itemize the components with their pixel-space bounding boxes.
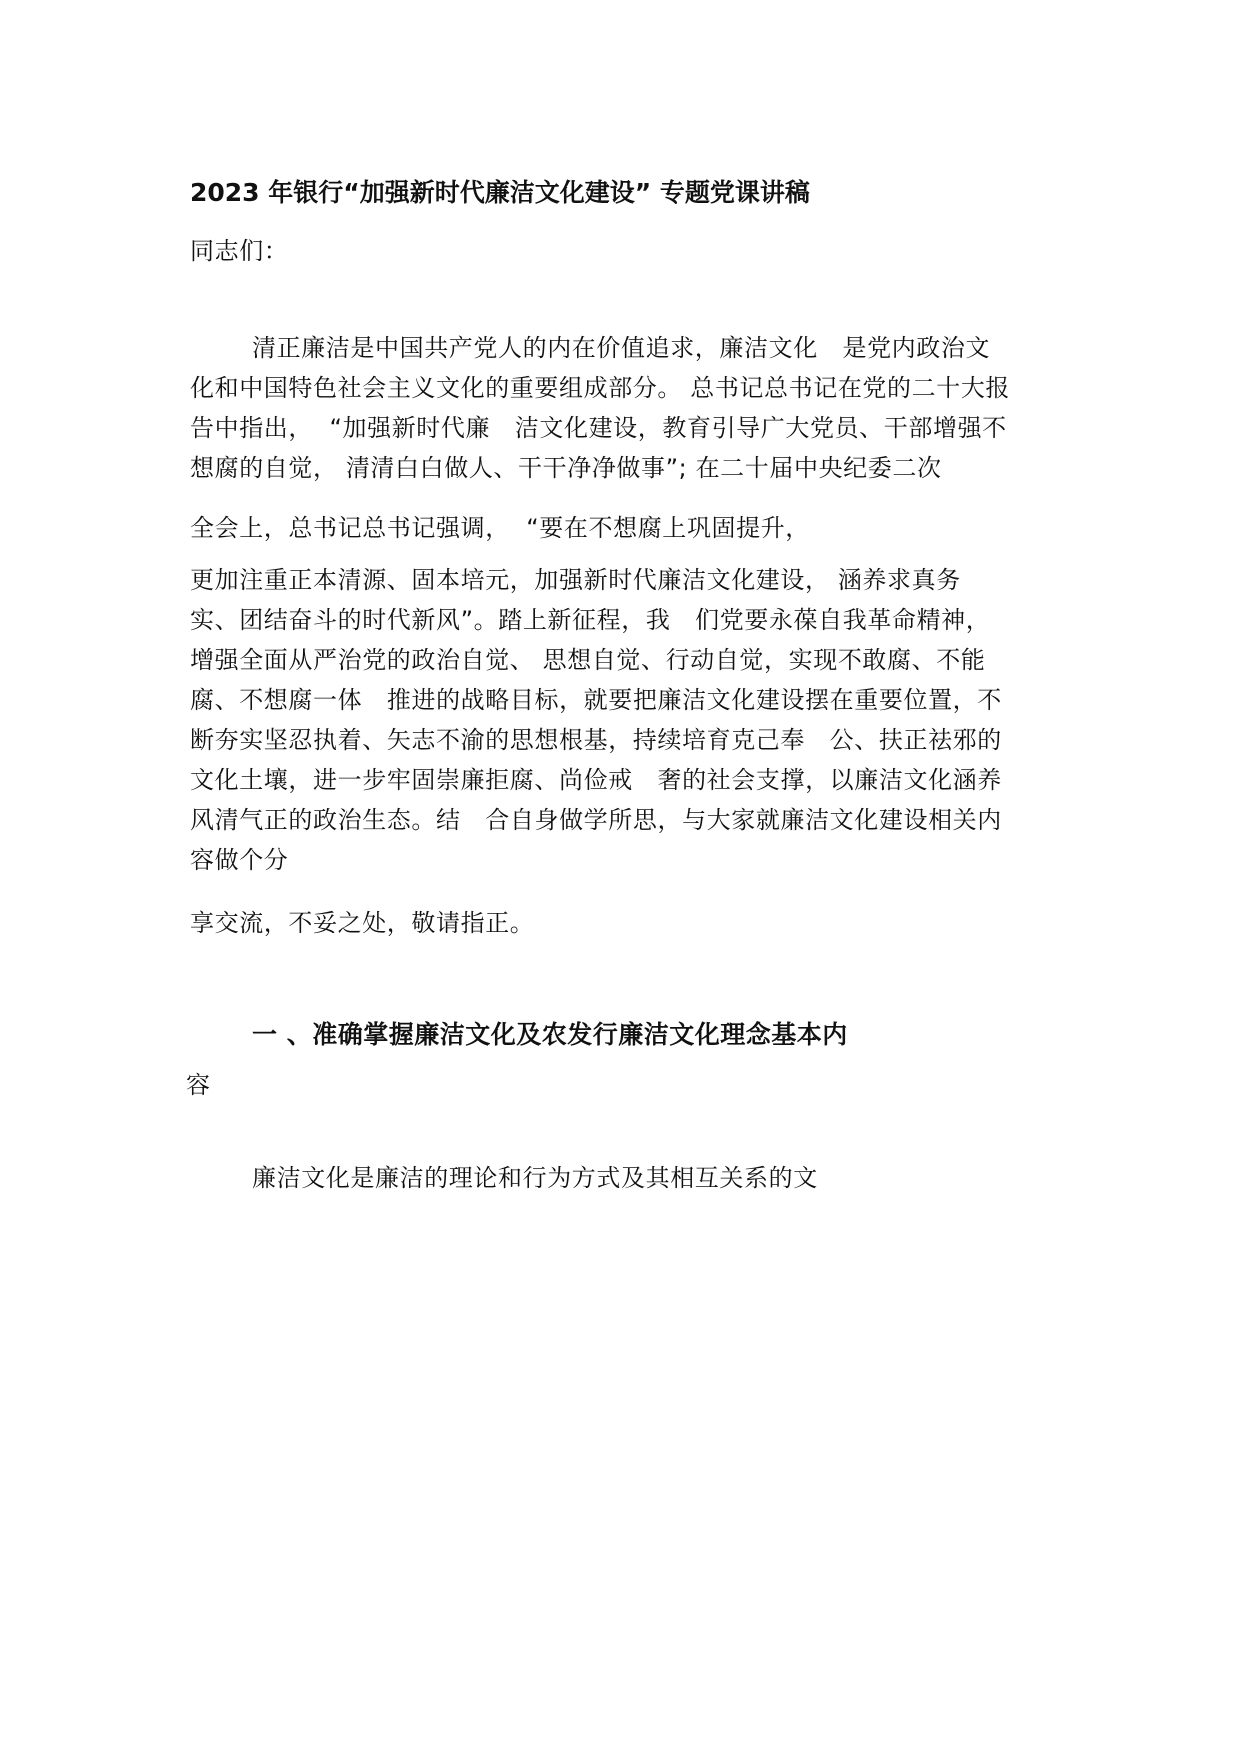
paragraph-line: 容做个分 xyxy=(190,846,289,874)
section-heading: 一 、准确掌握廉洁文化及农发行廉洁文化理念基本内 xyxy=(252,1020,848,1049)
paragraph-line: 想腐的自觉， 清清白白做人、干干净净做事”; 在二十届中央纪委二次 xyxy=(190,454,942,482)
paragraph-line: 全会上，总书记总书记强调， “要在不想腐上巩固提升， xyxy=(190,514,810,542)
paragraph-line: 腐、不想腐一体 推进的战略目标，就要把廉洁文化建设摆在重要位置，不 xyxy=(190,686,1002,714)
paragraph-line: 实、团结奋斗的时代新风”。踏上新征程，我 们党要永葆自我革命精神， xyxy=(190,606,991,634)
paragraph-line: 增强全面从严治党的政治自觉、 思想自觉、行动自觉，实现不敢腐、不能 xyxy=(190,646,986,674)
document-title: 2023 年银行“加强新时代廉洁文化建设” 专题党课讲稿 xyxy=(190,178,810,207)
paragraph-line: 更加注重正本清源、固本培元，加强新时代廉洁文化建设， 涵养求真务 xyxy=(190,566,961,594)
section-heading-continuation: 容 xyxy=(186,1071,211,1099)
paragraph-line: 告中指出， “加强新时代廉 洁文化建设，教育引导广大党员、干部增强不 xyxy=(190,414,1007,442)
paragraph-line: 享交流，不妥之处，敬请指正。 xyxy=(190,909,535,937)
paragraph-line: 风清气正的政治生态。结 合自身做学所思，与大家就廉洁文化建设相关内 xyxy=(190,806,1002,834)
salutation: 同志们： xyxy=(190,237,289,265)
paragraph-line: 清正廉洁是中国共产党人的内在价值追求，廉洁文化 是党内政治文 xyxy=(252,334,991,362)
paragraph-line: 断夯实坚忍执着、矢志不渝的思想根基，持续培育克己奉 公、扶正祛邪的 xyxy=(190,726,1002,754)
paragraph-line: 文化土壤，进一步牢固崇廉拒腐、尚俭戒 奢的社会支撑，以廉洁文化涵养 xyxy=(190,766,1002,794)
paragraph-line: 廉洁文化是廉洁的理论和行为方式及其相互关系的文 xyxy=(252,1164,818,1192)
paragraph-line: 化和中国特色社会主义文化的重要组成部分。 总书记总书记在党的二十大报 xyxy=(190,374,1011,402)
